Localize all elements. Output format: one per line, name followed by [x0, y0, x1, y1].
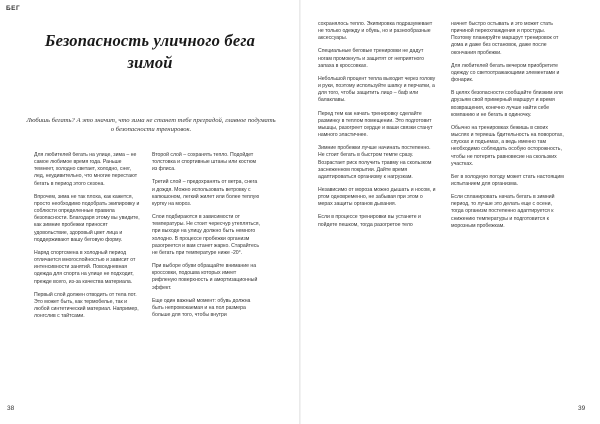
- article-title: Безопасность уличного бега зимой: [44, 31, 256, 72]
- paragraph: Небольшой процент тепла выходит через голову и руки, поэтому используйте шапку и перчатки, а для того, чтобы защитить лицо – баф или балаклавы.: [318, 75, 436, 104]
- running-head: БЕГ: [6, 5, 21, 12]
- paragraph: Если спланировать начать бегать в зимний период, то лучше это делать еще с осени, тогда организм постепенно адаптируется к снижению температуры и подготовится к морозным пробежкам.: [451, 194, 555, 229]
- paragraph: начнет быстро остывать и это может стать причиной переохлаждения и простуды. Поэтому планируйте маршрут тренировок от дома и даже без остановок, даже после окончания пробежки.: [451, 21, 559, 56]
- paragraph: сохранялось тепло. Экипировка подразумевает не только одежду и обувь, но и разнообразные аксессуары.: [318, 21, 433, 42]
- paragraph: Для любителей бегать вечером приобретите одежду со светоотражающими элементами и фонарик.: [451, 62, 560, 84]
- paragraph: Независимо от мороза можно дышать и носом, и ртом одновременно, не забывая при этом о мерах защиты органов дыхания.: [318, 186, 436, 208]
- paragraph: Перед тем как начать тренировку сделайте разминку в теплом помещении. Это подготовит мышцы, разогреет сердце и ваши связки станут намного эластичнее.: [318, 110, 433, 139]
- paragraph: Впрочем, зима не так плоха, как кажется, просто необходимо подобрать экипировку и соблюсти определенные правила безопасности. Благодаря этому вы увидите, как зимние пробежки приносят удовольствие, здоровый цвет лица и поддерживают вашу беговую форму.: [34, 193, 140, 243]
- text-column-2: [152, 152, 260, 412]
- paragraph: Специальные беговые тренировки не дадут ногам промокнуть и защитят от неприятного запаха в кроссовках.: [318, 48, 425, 69]
- text-column-3: [318, 21, 436, 413]
- page-gutter: [299, 0, 301, 424]
- paragraph: Еще один важный момент: обувь должна быть непромокаемая и на пол размера больше для того, чтобы внутри: [152, 297, 251, 318]
- paragraph: Если в процессе тренировки вы устанете и пойдете пешком, тогда разогретое тело: [318, 214, 421, 228]
- paragraph: Обычно на тренировках бежишь в своих мыслях и теряешь бдительность на поворотах, спусках и подъемах, а ведь именно там необходимо соблюдать особую осторожность, чтобы не потерять равновесие на скользких участках.: [451, 124, 564, 167]
- paragraph: Второй слой – сохранять тепло. Подойдет толстовка и спортивные штаны или костюм из флиса.: [152, 152, 257, 173]
- paragraph: Наряд спортсмена в холодный период отличается многослойностью и зависит от интенсивности занятий. Повседневная одежда для спорта на улице не подходит, прежде всего, из-за качества материала.: [34, 249, 136, 285]
- paragraph: Третий слой – предохранять от ветра, снега и дождя. Можно использовать ветровку с капюшоном, легкий жилет или более теплую куртку на мороз.: [152, 179, 260, 207]
- text-column-4: [451, 21, 565, 413]
- paragraph: Первый слой должен отводить от тела пот. Это может быть, как термобелье, так и любой синтетический материал. Например, лонгслив с тайтсами.: [34, 291, 139, 320]
- article-lead: Любишь бегать? А это значит, что зима не станет тебе преградой, главное подумать о безопасности тренировок.: [26, 117, 276, 133]
- text-column-1: [34, 152, 142, 412]
- page-number-left: 38: [7, 405, 15, 412]
- paragraph: Для любителей бегать на улице, зима – не самое любимое время года. Раньше темнеет, холодно светает, холодно, снег, лед, неудивительно, что многие перестают бегать в период этого сезона.: [34, 152, 138, 187]
- paragraph: Слои подбираются в зависимости от температуры. Не стоит чересчур утепляться, при выходе на улицу должно быть немного холодно. В процессе пробежки организм разогреется и вам станет жарко. Старайтесь не бегать при температуре ниже -20°.: [152, 214, 260, 256]
- paragraph: Зимние пробежки лучше начинать постепенно. Не стоит бегать в быстром темпе сразу. Возрастает риск получить травму на скользком заснеженном покрытии. Дайте время адаптироваться организму к нагрузкам.: [318, 145, 432, 180]
- page-number-right: 39: [578, 405, 586, 412]
- paragraph: При выборе обуви обращайте внимание на кроссовки, подошва которых имеет рифленую поверхность и амортизационный эффект.: [152, 263, 258, 291]
- paragraph: В целях безопасности сообщайте близким или друзьям свой примерный маршрут и время возвращения, конечно лучше найти себе компанию и не бегать в одиночку.: [451, 90, 563, 118]
- paragraph: Бег в холодную погоду может стать настоящим испытанием для организма.: [451, 173, 564, 187]
